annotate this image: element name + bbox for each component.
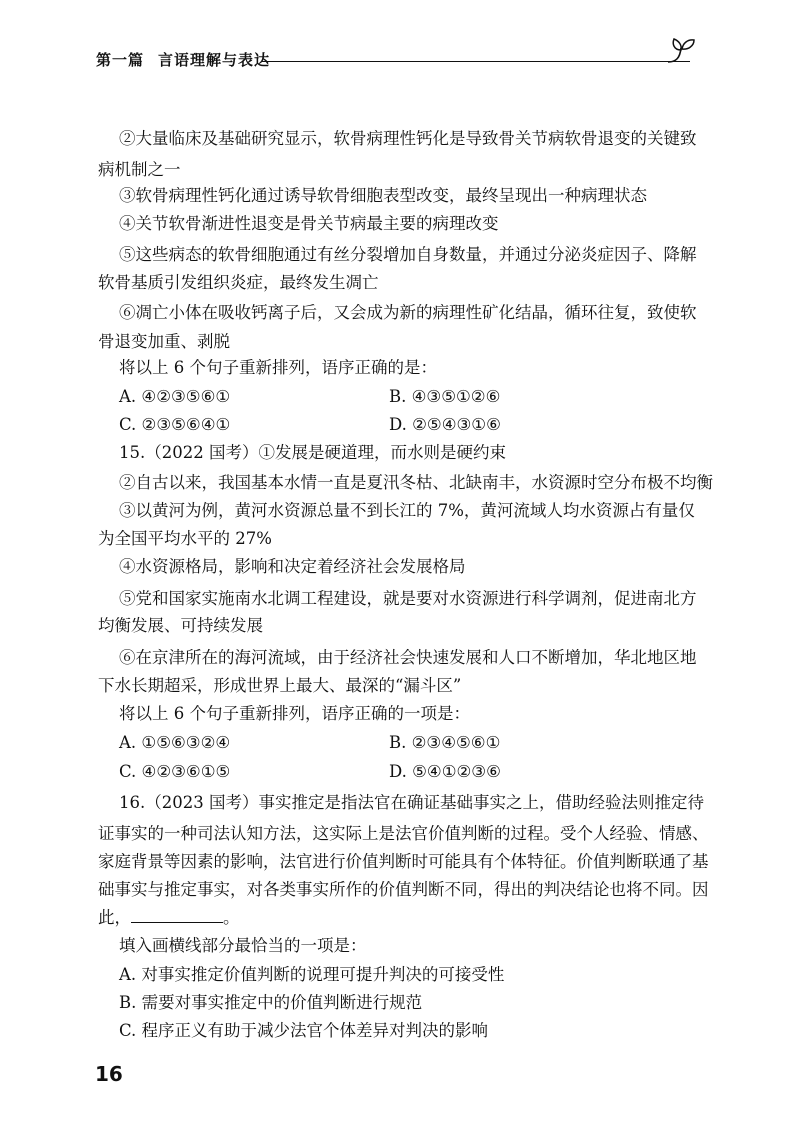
q15-sentence-5-line-1: ⑤党和国家实施南水北调工程建设，就是要对水资源进行科学调剂，促进南北方 <box>119 589 697 608</box>
q15-prompt: 将以上 6 个句子重新排列，语序正确的一项是： <box>119 704 470 723</box>
q15-sentence-3-line-2: 为全国平均水平的 27% <box>98 529 272 548</box>
q15-sentence-2: ②自古以来，我国基本水情一直是夏汛冬枯、北缺南丰，水资源时空分布极不均衡 <box>119 473 713 492</box>
q15-option-c: C. ④②③⑥①⑤ <box>119 762 231 781</box>
q16-stem-line-1: 16.（2023 国考）事实推定是指法官在确证基础事实之上，借助经验法则推定待 <box>119 793 704 812</box>
header-title: 言语理解与表达 <box>158 51 271 69</box>
sprout-icon <box>664 36 700 68</box>
q15-sentence-6-line-1: ⑥在京津所在的海河流域，由于经济社会快速发展和人口不断增加，华北地区地 <box>119 648 697 667</box>
q14-sentence-2-line-1: ②大量临床及基础研究显示，软骨病理性钙化是导致骨关节病软骨退变的关键致 <box>119 129 697 148</box>
chapter-header <box>96 49 270 70</box>
q15-sentence-1: 15.（2022 国考）①发展是硬道理，而水则是硬约束 <box>119 443 506 462</box>
q15-option-b: B. ②③④⑤⑥① <box>389 733 501 752</box>
q16-prompt: 填入画横线部分最恰当的一项是： <box>119 936 367 955</box>
header-part: 第一篇 <box>96 51 145 69</box>
q14-option-a: A. ④②③⑤⑥① <box>119 387 231 406</box>
q14-sentence-4: ④关节软骨渐进性退变是骨关节病最主要的病理改变 <box>119 214 499 233</box>
q15-option-a: A. ①⑤⑥③②④ <box>119 733 231 752</box>
q14-option-c: C. ②③⑤⑥④① <box>119 415 231 434</box>
q14-sentence-2-line-2: 病机制之一 <box>98 160 181 179</box>
q15-sentence-4: ④水资源格局，影响和决定着经济社会发展格局 <box>119 557 466 576</box>
q14-sentence-6-line-2: 骨退变加重、剥脱 <box>98 332 230 351</box>
q16-option-c: C. 程序正义有助于减少法官个体差异对判决的影响 <box>119 1021 489 1040</box>
q14-prompt: 将以上 6 个句子重新排列，语序正确的是： <box>119 358 437 377</box>
q16-stem-line-5 <box>98 907 240 929</box>
q16-stem-line-2: 证事实的一种司法认知方法，这实际上是法官价值判断的过程。受个人经验、情感、 <box>98 824 709 843</box>
q14-sentence-5-line-2: 软骨基质引发组织炎症，最终发生凋亡 <box>98 273 379 292</box>
q15-option-d: D. ⑤④①②③⑥ <box>389 762 501 781</box>
q15-sentence-3-line-1: ③以黄河为例，黄河水资源总量不到长江的 7%，黄河流域人均水资源占有量仅 <box>119 501 695 520</box>
q14-sentence-3: ③软骨病理性钙化通过诱导软骨细胞表型改变，最终呈现出一种病理状态 <box>119 186 647 205</box>
q14-sentence-5-line-1: ⑤这些病态的软骨细胞通过有丝分裂增加自身数量，并通过分泌炎症因子、降解 <box>119 245 697 264</box>
q14-sentence-6-line-1: ⑥凋亡小体在吸收钙离子后，又会成为新的病理性矿化结晶，循环往复，致使软 <box>119 303 697 322</box>
q16-stem-line-3: 家庭背景等因素的影响，法官进行价值判断时可能具有个体特征。价值判断联通了基 <box>98 852 709 871</box>
q16-line-5-end: 。 <box>223 908 240 927</box>
q16-option-b: B. 需要对事实推定中的价值判断进行规范 <box>119 993 423 1012</box>
page-number: 16 <box>95 1062 123 1086</box>
q16-option-a: A. 对事实推定价值判断的说理可提升判决的可接受性 <box>119 965 505 984</box>
q16-line-5-start: 此， <box>98 908 131 927</box>
header-rule <box>262 61 690 62</box>
answer-blank <box>131 908 223 923</box>
q15-sentence-6-line-2: 下水长期超采，形成世界上最大、最深的“漏斗区” <box>98 676 462 695</box>
q16-stem-line-4: 础事实与推定事实，对各类事实所作的价值判断不同，得出的判决结论也将不同。因 <box>98 880 709 899</box>
q15-sentence-5-line-2: 均衡发展、可持续发展 <box>98 616 263 635</box>
q14-option-b: B. ④③⑤①②⑥ <box>389 387 501 406</box>
q14-option-d: D. ②⑤④③①⑥ <box>389 415 501 434</box>
